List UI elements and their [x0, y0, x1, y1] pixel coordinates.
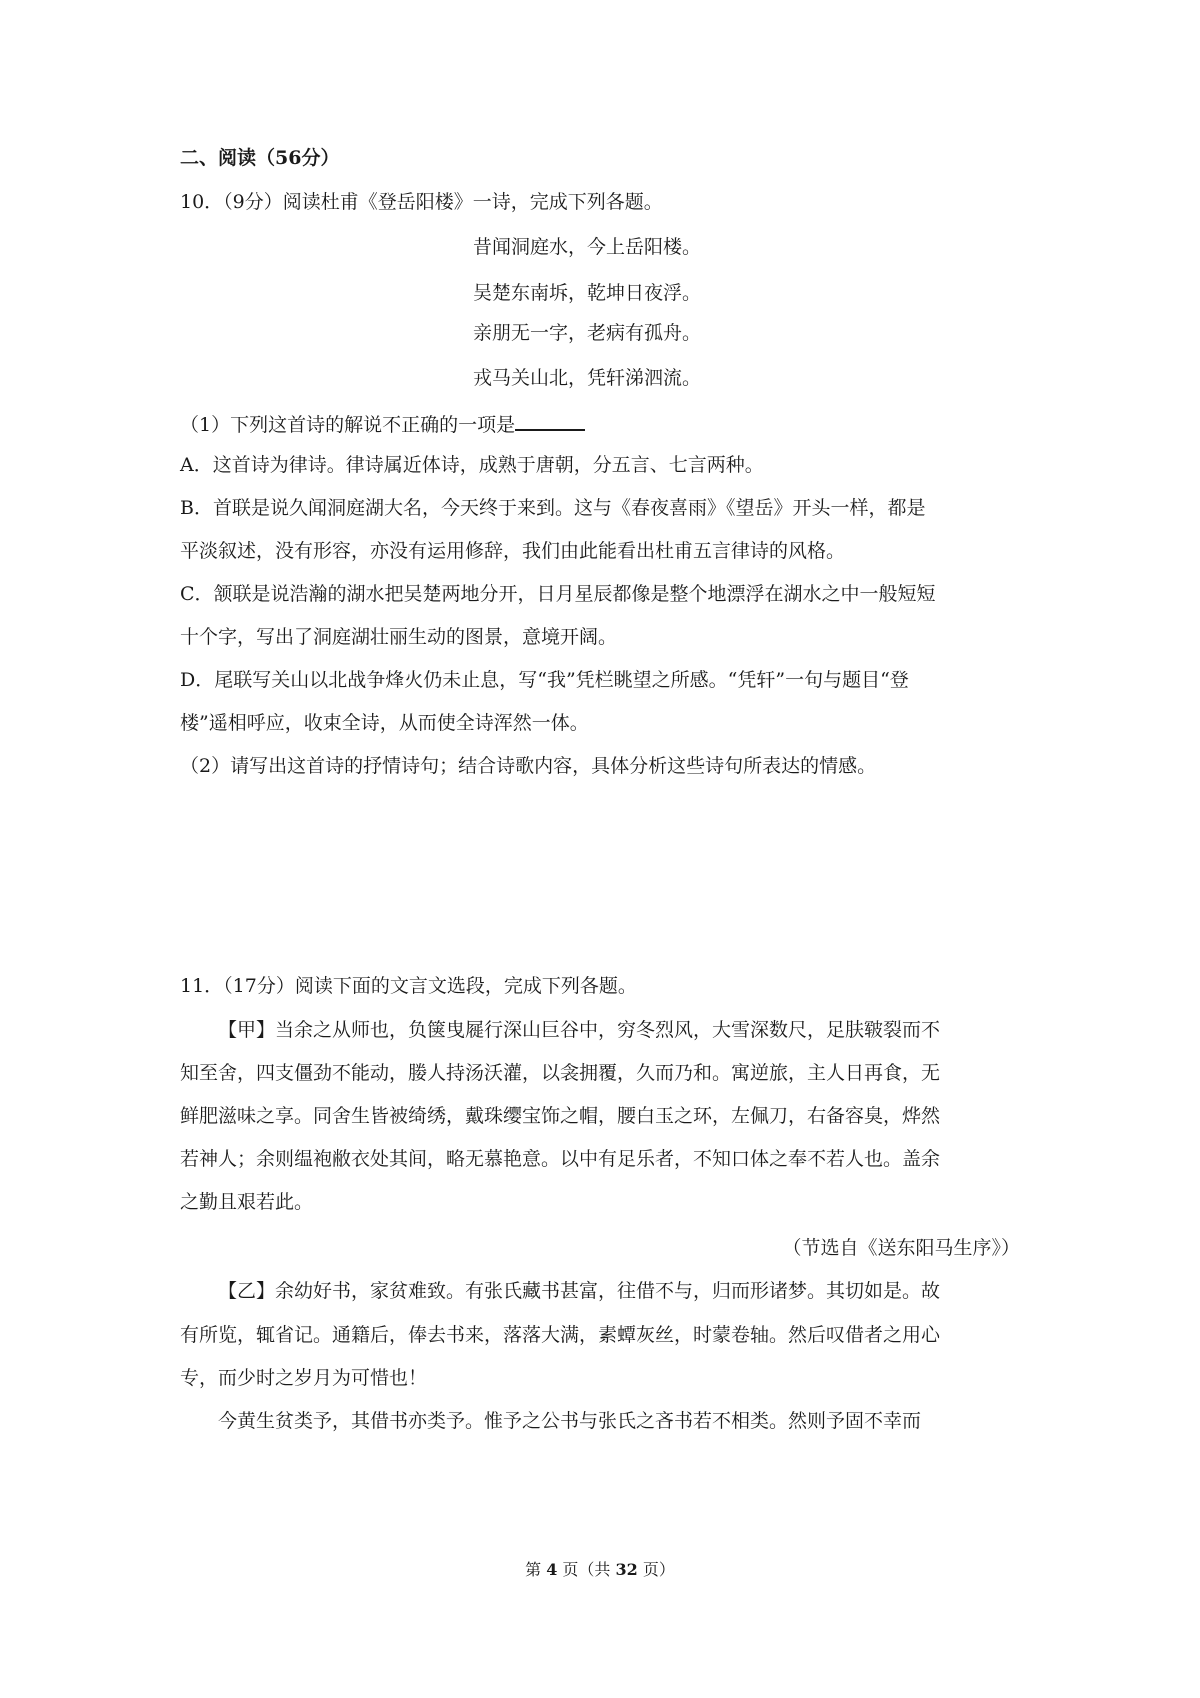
- footer-middle: 页（共: [562, 1560, 611, 1579]
- section-title: 二、阅读（56分）: [180, 147, 340, 169]
- option-c-line-2: 十个字，写出了洞庭湖壮丽生动的图景，意境开阔。: [180, 626, 618, 648]
- sub-question-1: [180, 411, 585, 437]
- passage-jia-line-2: 知至舍，四支僵劲不能动，媵人持汤沃灌，以衾拥覆，久而乃和。寓逆旅，主人日再食，无: [180, 1062, 941, 1084]
- option-d-line-1: D．尾联写关山以北战争烽火仍未止息，写“我”凭栏眺望之所感。“凭轩”一句与题目“登: [180, 669, 909, 691]
- option-c-line-1: C．颔联是说浩瀚的湖水把吴楚两地分开，日月星辰都像是整个地漂浮在湖水之中一般短短: [180, 583, 936, 605]
- passage-yi-line-1: 【乙】余幼好书，家贫难致。有张氏藏书甚富，往借不与，归而形诸梦。其切如是。故: [218, 1280, 941, 1302]
- passage-jia-line-4: 若神人；余则缊袍敝衣处其间，略无慕艳意。以中有足乐者，不知口体之奉不若人也。盖余: [180, 1148, 941, 1170]
- passage-yi-next-paragraph: 今黄生贫类予，其借书亦类予。惟予之公书与张氏之吝书若不相类。然则予固不幸而: [218, 1410, 922, 1432]
- sub-question-2: （2）请写出这首诗的抒情诗句；结合诗歌内容，具体分析这些诗句所表达的情感。: [180, 755, 877, 777]
- poem-line-3: 亲朋无一字，老病有孤舟。: [473, 322, 702, 344]
- option-b-line-1: B．首联是说久闻洞庭湖大名，今天终于来到。这与《春夜喜雨》《望岳》开头一样，都是: [180, 497, 926, 519]
- passage-jia-source: （节选自《送东阳马生序》）: [782, 1237, 1020, 1259]
- poem-line-4: 戎马关山北，凭轩涕泗流。: [473, 367, 702, 389]
- answer-blank: [515, 411, 585, 431]
- option-a: A．这首诗为律诗。律诗属近体诗，成熟于唐朝，分五言、七言两种。: [180, 454, 764, 476]
- poem-line-2: 吴楚东南坼，乾坤日夜浮。: [473, 282, 702, 304]
- passage-yi-line-2: 有所览，辄省记。通籍后，俸去书来，落落大满，素蟫灰丝，时蒙卷轴。然后叹借者之用心: [180, 1324, 941, 1346]
- footer-prefix: 第: [525, 1560, 542, 1579]
- question-11-stem: 11．（17分）阅读下面的文言文选段，完成下列各题。: [180, 975, 637, 997]
- passage-jia-line-3: 鲜肥滋味之享。同舍生皆被绮绣，戴珠缨宝饰之帽，腰白玉之环，左佩刀，右备容臭，烨然: [180, 1105, 941, 1127]
- footer-page-number: 4: [546, 1560, 558, 1579]
- question-10-stem: 10．（9分）阅读杜甫《登岳阳楼》一诗，完成下列各题。: [180, 191, 663, 213]
- sub-question-1-text: （1）下列这首诗的解说不正确的一项是: [180, 414, 516, 436]
- footer-suffix: 页）: [642, 1560, 675, 1579]
- option-b-line-2: 平淡叙述，没有形容，亦没有运用修辞，我们由此能看出杜甫五言律诗的风格。: [180, 540, 846, 562]
- poem-line-1: 昔闻洞庭水，今上岳阳楼。: [473, 236, 702, 258]
- passage-yi-line-3: 专，而少时之岁月为可惜也！: [180, 1367, 428, 1389]
- passage-jia-line-5: 之勤且艰若此。: [180, 1191, 314, 1213]
- footer-total-pages: 32: [615, 1560, 638, 1579]
- page-footer: [0, 1560, 1200, 1580]
- passage-jia-line-1: 【甲】当余之从师也，负箧曳屣行深山巨谷中，穷冬烈风，大雪深数尺，足肤皲裂而不: [218, 1019, 941, 1041]
- option-d-line-2: 楼”遥相呼应，收束全诗，从而使全诗浑然一体。: [180, 712, 589, 734]
